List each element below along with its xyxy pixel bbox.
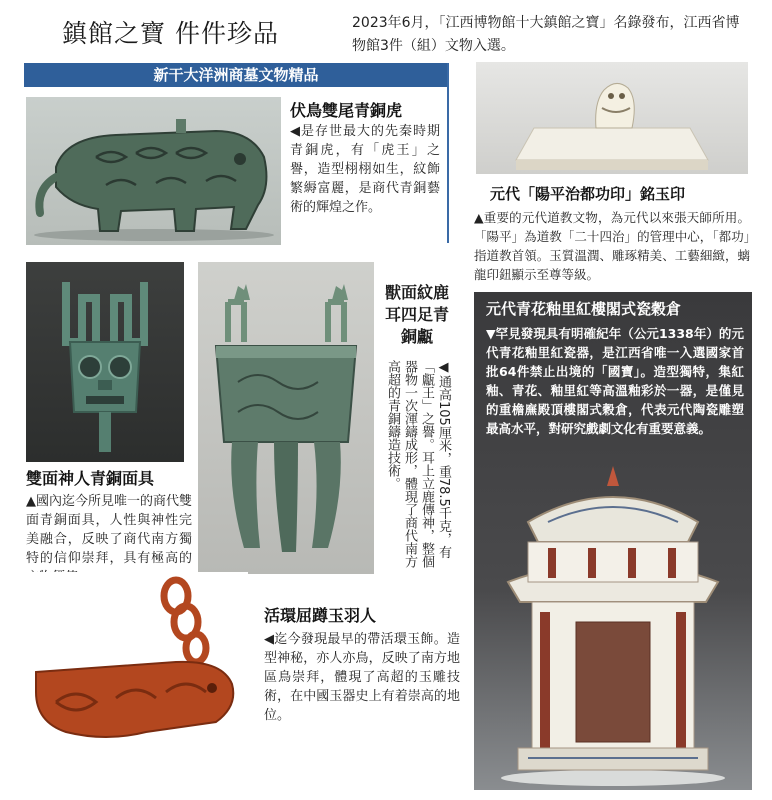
jade-seal-photo (476, 62, 748, 174)
mask-title: 雙面神人青銅面具 (26, 469, 155, 488)
granary-title: 元代青花釉里紅樓閣式瓷穀倉 (486, 300, 682, 318)
jade-figure-body: ◀迄今發現最早的帶活環玉飾。造型神秘，亦人亦鳥，反映了南方地區鳥崇拜，體現了高超的玉雕技術，在中國玉器史上有着崇高的地位。 (264, 632, 460, 723)
page-title: 鎮館之寶 件件珍品 (62, 19, 279, 48)
porcelain-granary-photo (488, 452, 738, 788)
jade-figure-photo (26, 572, 248, 754)
jade-seal-title: 元代「陽平治都功印」銘玉印 (490, 185, 686, 203)
jade-seal-body: ▲重要的元代道教文物，為元代以來張天師所用。「陽平」為道教「二十四治」的管理中心，「都功」指道教首領。玉質溫潤、雕琢精美、工藝細緻，螭龍印鈕顯示至尊等級。 (474, 210, 750, 282)
section-frame-right (447, 63, 449, 243)
section-banner: 新干大洋洲商墓文物精品 (24, 63, 448, 87)
bronze-mask-photo (26, 262, 184, 462)
yan-title: 獸面紋鹿耳四足青銅甗 (384, 283, 449, 346)
bronze-yan-photo (198, 262, 374, 574)
jade-figure-title: 活環屈蹲玉羽人 (264, 606, 377, 625)
mask-body: ▲國內迄今所見唯一的商代雙面青銅面具，人性與神性完美融合，反映了商代南方獨特的信仰崇拜，具有極高的 (26, 494, 192, 566)
page-subtitle: 2023年6月，「江西博物館十大鎮館之寶」名錄發布，江西省博物館3件（組）文物入選。 (352, 15, 740, 54)
yan-body: ◀通高105厘米，重78.5千克，有「甗王」之譽。耳上立鹿傳神，整個器物一次渾鑄成形，體現了商代南方高超的青銅鑄造技術。 (385, 360, 451, 568)
bronze-tiger-photo (26, 97, 281, 245)
granary-body: ▼罕見發現具有明確紀年（公元1338年）的元代青花釉里紅瓷器，是江西省唯一入選國家首批64件禁止出境的「國寶」。造型獨特，集紅釉、青花、釉里紅等高溫釉彩於一器，是僅見的重檐廡殿頂樓閣式穀倉，代表元代陶瓷雕塑最高水平，對研究戲劇文化有重要意義。 (486, 326, 744, 436)
tiger-body: ◀是存世最大的先秦時期青銅虎，有「虎王」之譽，造型栩栩如生，紋飾繁縟富麗，是商代青銅藝術的輝煌之作。 (290, 124, 440, 215)
tiger-title: 伏鳥雙尾青銅虎 (290, 101, 403, 120)
